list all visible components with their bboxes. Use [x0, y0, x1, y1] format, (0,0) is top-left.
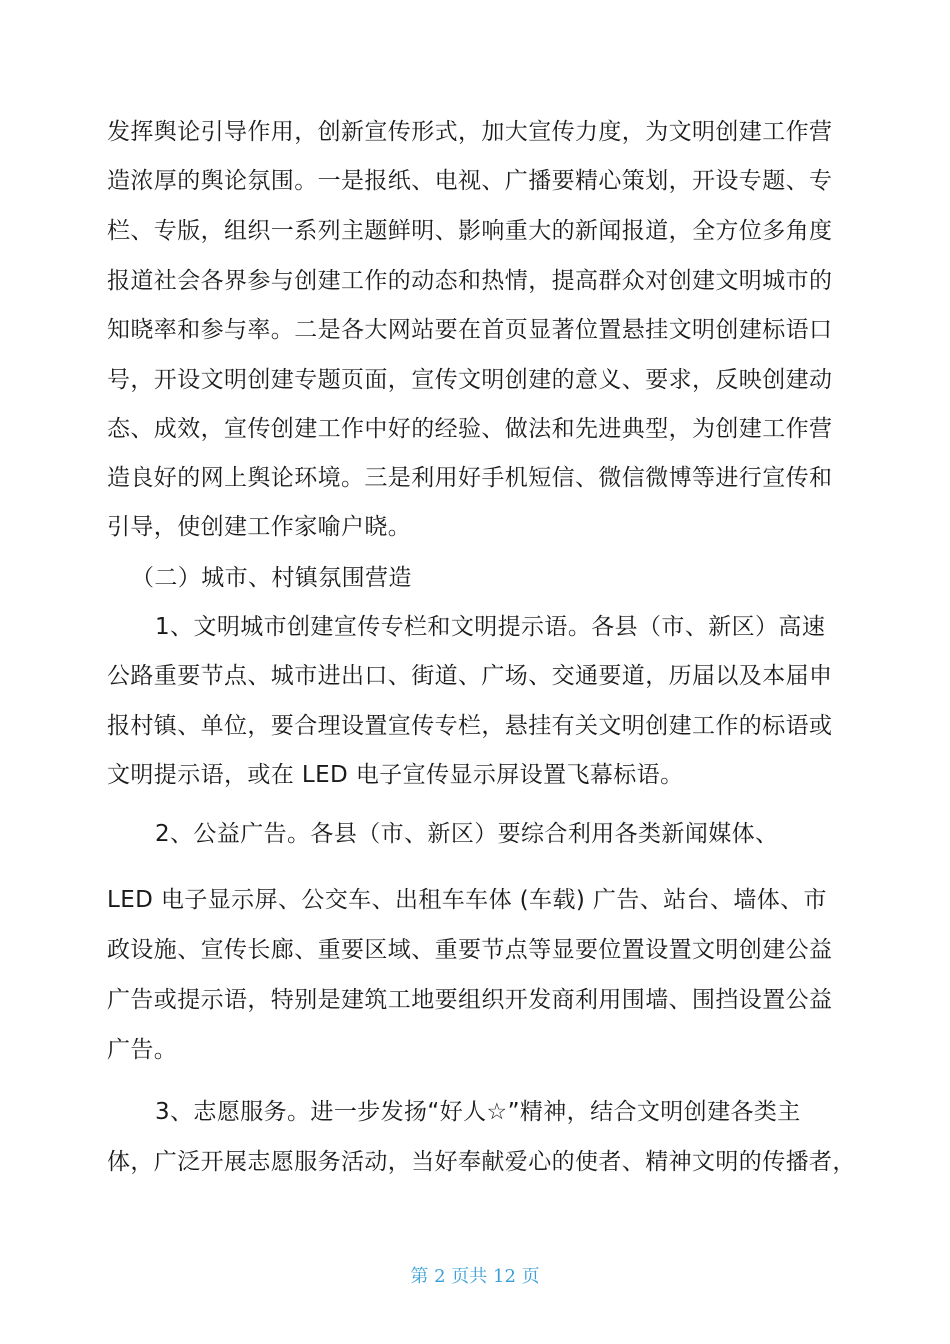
text-line-4: 报道社会各界参与创建工作的动态和热情，提高群众对创建文明城市的	[107, 268, 833, 294]
text-line-8: 造良好的网上舆论环境。三是利用好手机短信、微信微博等进行宣传和	[107, 465, 833, 491]
text-line-9: 引导，使创建工作家喻户晓。	[107, 514, 412, 540]
text-line-18: 广告或提示语，特别是建筑工地要组织开发商利用围墙、围挡设置公益	[107, 987, 833, 1013]
text-line-16: LED 电子显示屏、公交车、出租车车体 (车载) 广告、站台、墙体、市	[107, 887, 827, 913]
text-line-19: 广告。	[107, 1037, 178, 1063]
text-line-11: 1、文明城市创建宣传专栏和文明提示语。各县（市、新区）高速	[155, 614, 826, 640]
text-line-13: 报村镇、单位，要合理设置宣传专栏，悬挂有关文明创建工作的标语或	[107, 713, 833, 739]
text-line-20: 3、志愿服务。进一步发扬“好人☆”精神，结合文明创建各类主	[155, 1099, 801, 1125]
text-line-5: 知晓率和参与率。二是各大网站要在首页显著位置悬挂文明创建标语口	[107, 317, 833, 343]
text-line-14: 文明提示语，或在 LED 电子宣传显示屏设置飞幕标语。	[107, 762, 684, 788]
text-line-15: 2、公益广告。各县（市、新区）要综合利用各类新闻媒体、	[155, 821, 779, 847]
text-line-6: 号，开设文明创建专题页面，宣传文明创建的意义、要求，反映创建动	[107, 367, 833, 393]
section-heading: （二）城市、村镇氛围营造	[131, 565, 412, 591]
text-line-2: 造浓厚的舆论氛围。一是报纸、电视、广播要精心策划，开设专题、专	[107, 168, 833, 194]
text-line-21: 体，广泛开展志愿服务活动，当好奉献爱心的使者、精神文明的传播者，	[107, 1149, 856, 1175]
page-number-footer: 第 2 页共 12 页	[410, 1266, 540, 1287]
text-line-7: 态、成效，宣传创建工作中好的经验、做法和先进典型，为创建工作营	[107, 416, 833, 442]
text-line-1: 发挥舆论引导作用，创新宣传形式，加大宣传力度，为文明创建工作营	[107, 119, 833, 145]
text-line-17: 政设施、宣传长廊、重要区域、重要节点等显要位置设置文明创建公益	[107, 937, 833, 963]
text-line-3: 栏、专版，组织一系列主题鲜明、影响重大的新闻报道，全方位多角度	[107, 218, 833, 244]
text-line-12: 公路重要节点、城市进出口、街道、广场、交通要道，历届以及本届申	[107, 663, 833, 689]
